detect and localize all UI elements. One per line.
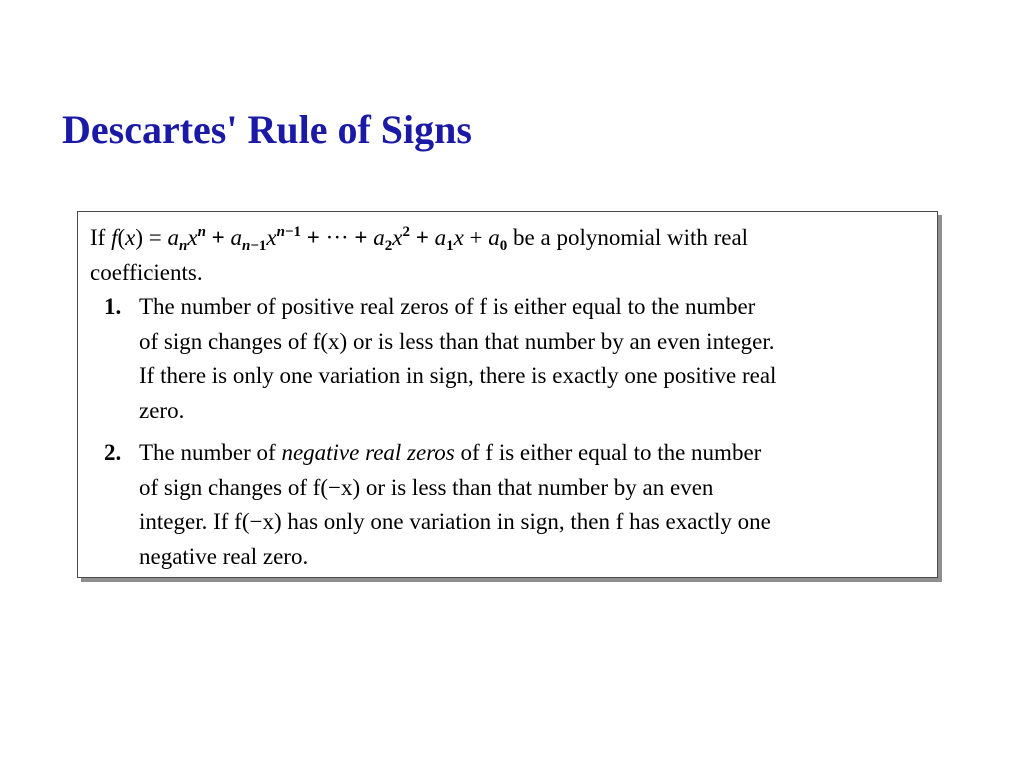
definition-line-2: coefficients. (90, 259, 203, 285)
rule-2-line-start: The number of (139, 440, 276, 465)
rule-1-line: of sign changes of f(x) or is less than that number by an even integer. (139, 328, 775, 354)
rule-1-positive-zeros (104, 290, 927, 428)
slide-title: Descartes' Rule of Signs (62, 107, 472, 152)
rule-2-number: 2. (104, 440, 122, 465)
rule-2-line: integer. If f(−x) has only one variation in sign, then f has exactly one (139, 509, 771, 534)
polynomial-formula: $f(x) = a_nx^n + a_{n-1}x^{n-1}$ + ··· + $a_2x^2 + a_1x + a_0$ (111, 224, 508, 254)
rule-2-emphasis: negative real zeros (281, 440, 455, 465)
definition-line-1 (90, 221, 927, 256)
rule-1-line: The number of positive real zeros of f is either equal to the number (139, 294, 756, 319)
rule-2-line: of sign changes of f(−x) or is less than that number by an even (139, 474, 714, 500)
rule-box (77, 211, 938, 578)
polynomial-definition (90, 221, 927, 290)
definition-lead: If (90, 225, 106, 250)
rule-2-negative-zeros (104, 436, 927, 574)
rule-1-line: If there is only one variation in sign, there is exactly one positive real (139, 363, 777, 388)
rule-2-line: negative real zero. (139, 543, 309, 569)
rule-1-number: 1. (104, 294, 122, 319)
rule-2-line (139, 436, 927, 471)
rule-1-line: zero. (139, 397, 185, 423)
rule-2-line-end: of f is either equal to the number (460, 440, 762, 465)
definition-tail: be a polynomial with real (513, 225, 749, 250)
